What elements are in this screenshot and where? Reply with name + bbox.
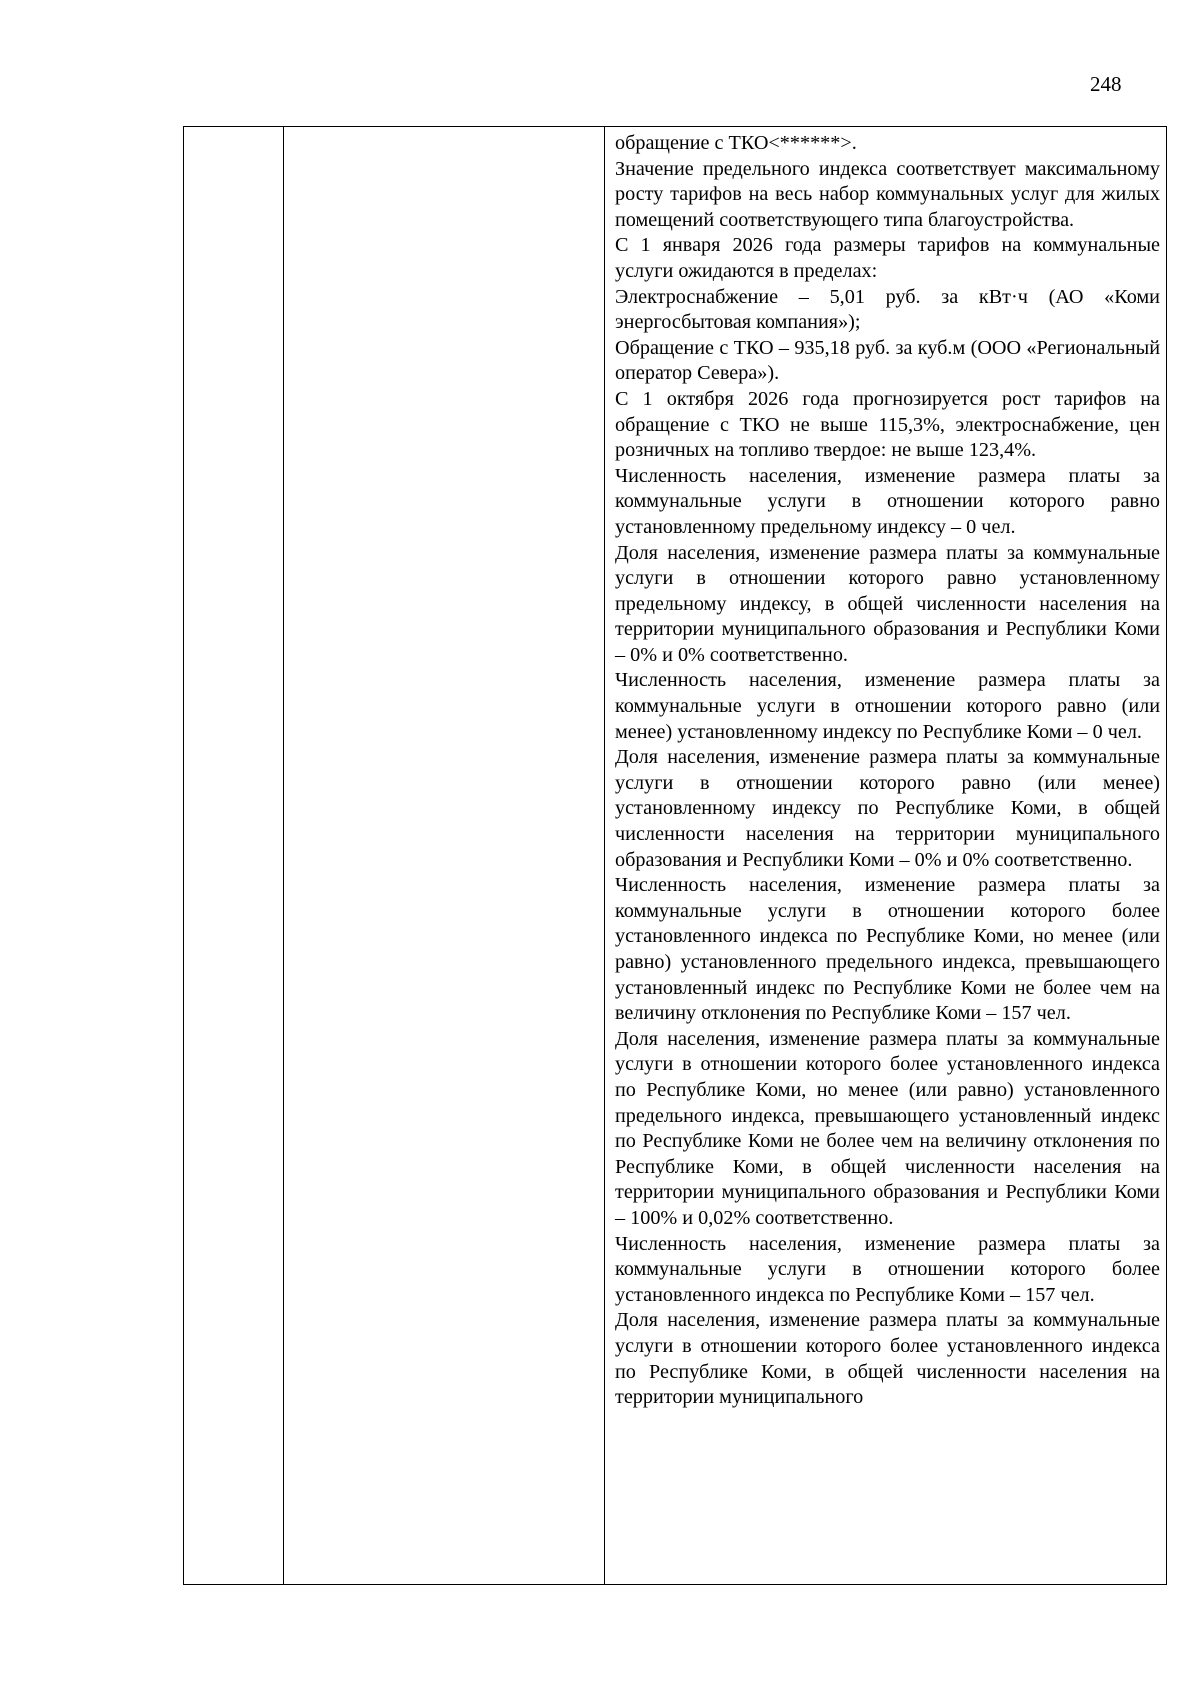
page-number: 248 [1090, 72, 1122, 96]
cell-text-block [605, 127, 1166, 1411]
paragraph-waste-tariff: Обращение с ТКО – 935,18 руб. за куб.м (ООО «Региональный оператор Севера»). [615, 336, 1160, 385]
paragraph-population-komi-index: Численность населения, изменение размера платы за коммунальные услуги в отношении которого равно (или менее) установленному индексу по Республике Коми – 0 чел. [615, 669, 1160, 743]
paragraph-share-deviation: Доля населения, изменение размера платы за коммунальные услуги в отношении которого более установленного индекса по Республике Коми, но менее (или равно) установленного предельного индекса, превышающего установленный индекс по Республике Коми не более чем на величину отклонения по Республике Коми, в общей численности населения на территории муниципального образования и Республики Коми – 100% и 0,02% соответственно. [615, 1027, 1160, 1229]
paragraph-electricity: Электроснабжение – 5,01 руб. за кВт·ч (АО «Коми энергосбытовая компания»); [615, 285, 1160, 334]
paragraph-share-above-index: Доля населения, изменение размера платы за коммунальные услуги в отношении которого более установленного индекса по Республике Коми, в общей численности населения на территории муниципального [615, 1309, 1160, 1409]
paragraph-tariffs-jan-2026: С 1 января 2026 года размеры тарифов на коммунальные услуги ожидаются в пределах: [615, 234, 1160, 282]
paragraph-tko-ending: обращение с ТКО<******>. [615, 132, 857, 154]
table-cell-col1 [184, 127, 284, 1585]
paragraph-population-limit-index: Численность населения, изменение размера платы за коммунальные услуги в отношении которого равно установленному предельному индексу – 0 чел. [615, 464, 1160, 538]
table-cell-col2 [284, 127, 605, 1585]
paragraph-share-limit-index: Доля населения, изменение размера платы за коммунальные услуги в отношении которого равно установленному предельному индексу, в общей численности населения на территории муниципального образования и Республики Коми – 0% и 0% соответственно. [615, 541, 1160, 666]
paragraph-population-above-index: Численность населения, изменение размера платы за коммунальные услуги в отношении которого более установленного индекса по Республике Коми – 157 чел. [615, 1232, 1160, 1306]
document-table [183, 126, 1167, 1585]
paragraph-tariffs-oct-2026: С 1 октября 2026 года прогнозируется рост тарифов на обращение с ТКО не выше 115,3%, электроснабжение, цен розничных на топливо твердое: не выше 123,4%. [615, 387, 1160, 462]
table-cell-col3 [605, 127, 1167, 1585]
paragraph-index-value: Значение предельного индекса соответствует максимальному росту тарифов на весь набор коммунальных услуг для жилых помещений соответствующего типа благоустройства. [615, 157, 1160, 231]
paragraph-share-komi-index: Доля населения, изменение размера платы за коммунальные услуги в отношении которого равно (или менее) установленному индексу по Республике Коми, в общей численности населения на территории муниципального образования и Республики Коми – 0% и 0% соответственно. [615, 746, 1160, 871]
table-row [184, 127, 1167, 1585]
paragraph-population-deviation: Численность населения, изменение размера платы за коммунальные услуги в отношении которого более установленного индекса по Республике Коми, но менее (или равно) установленного предельного индекса, превышающего установленный индекс по Республике Коми не более чем на величину отклонения по Республике Коми – 157 чел. [615, 874, 1160, 1025]
